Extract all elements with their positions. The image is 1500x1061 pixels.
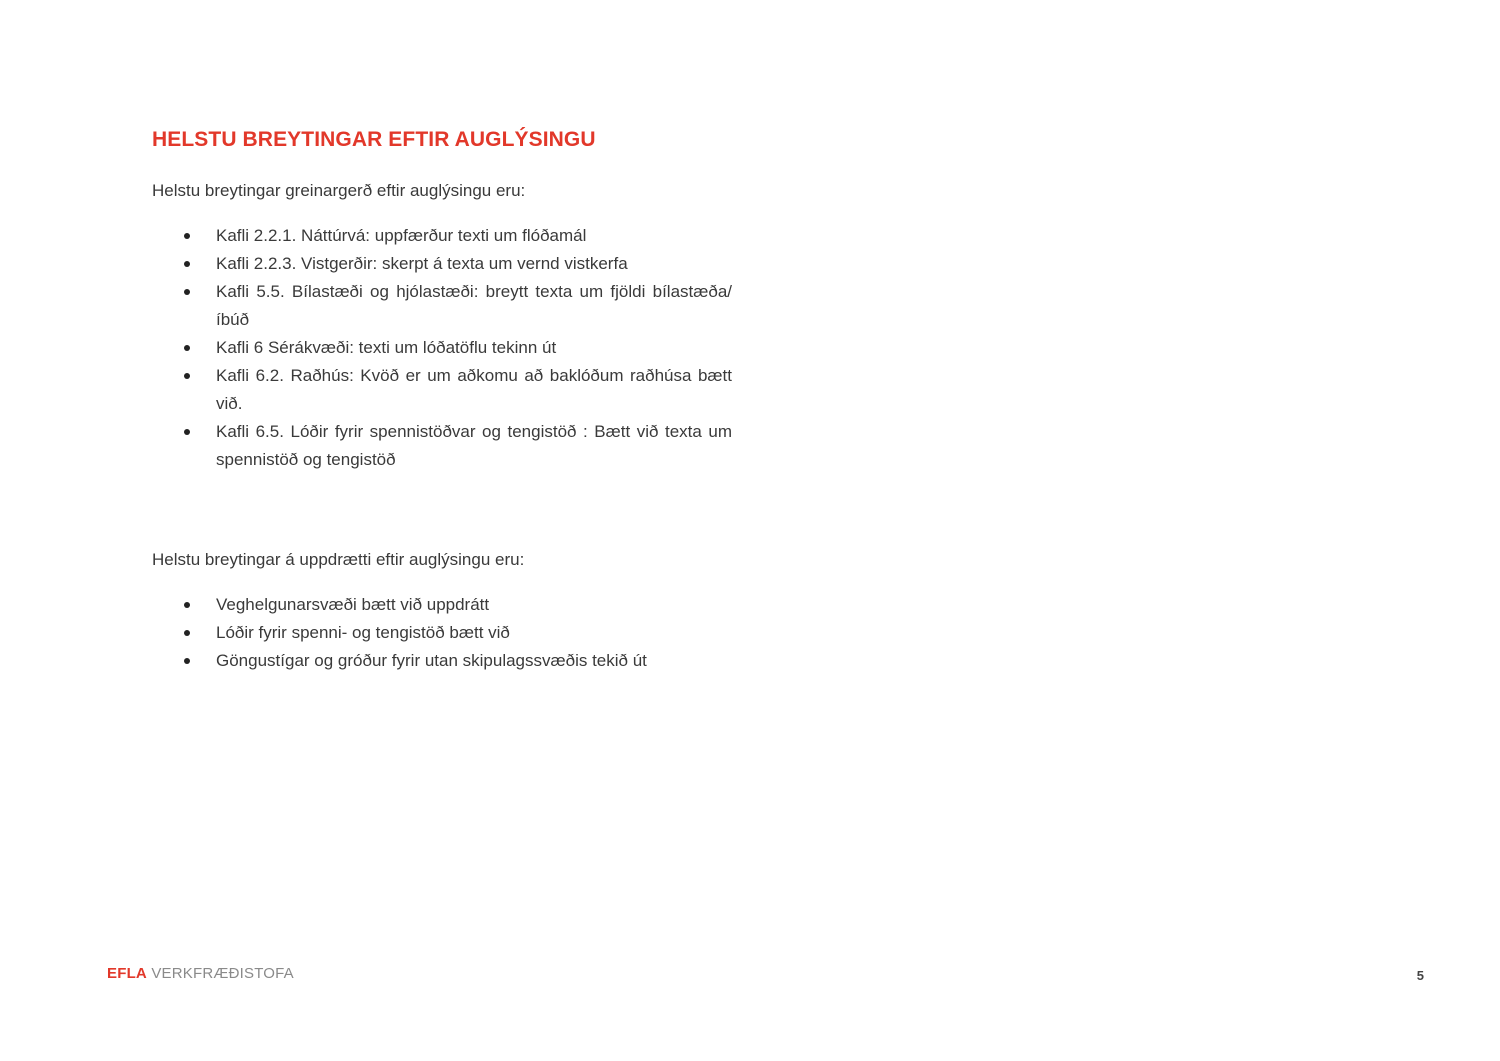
list-item	[152, 222, 732, 250]
list-item-text: Kafli 2.2.1. Náttúrvá: uppfærður texti um flóðamál	[216, 226, 587, 245]
list-item-text: Lóðir fyrir spenni- og tengistöð bætt við	[216, 623, 510, 642]
list-item	[152, 250, 732, 278]
section-2-list	[152, 591, 732, 675]
bullet-icon	[184, 261, 190, 267]
bullet-icon	[184, 373, 190, 379]
list-item-text: Veghelgunarsvæði bætt við uppdrátt	[216, 595, 490, 614]
footer-logo	[107, 965, 294, 982]
bullet-icon	[184, 630, 190, 636]
logo-brand: EFLA	[107, 965, 147, 982]
logo-subtitle: VERKFRÆÐISTOFA	[151, 965, 294, 982]
page-number: 5	[1416, 968, 1424, 983]
list-item-text: Kafli 6.2. Raðhús: Kvöð er um aðkomu að baklóðum raðhúsa bætt við.	[216, 366, 732, 413]
bullet-icon	[184, 429, 190, 435]
bullet-icon	[184, 345, 190, 351]
list-item-text: Kafli 2.2.3. Vistgerðir: skerpt á texta um vernd vistkerfa	[216, 254, 628, 273]
bullet-icon	[184, 233, 190, 239]
section-2-intro: Helstu breytingar á uppdrætti eftir auglýsingu eru:	[152, 550, 525, 569]
list-item	[152, 647, 732, 675]
section-1-list	[152, 222, 732, 474]
list-item	[152, 418, 732, 474]
bullet-icon	[184, 289, 190, 295]
list-item-text: Göngustígar og gróður fyrir utan skipulagssvæðis tekið út	[216, 651, 647, 670]
page-heading: HELSTU BREYTINGAR EFTIR AUGLÝSINGU	[152, 128, 596, 151]
bullet-icon	[184, 658, 190, 664]
list-item-text: Kafli 5.5. Bílastæði og hjólastæði: breytt texta um fjöldi bílastæða/íbúð	[216, 282, 732, 329]
list-item	[152, 278, 732, 334]
list-item	[152, 362, 732, 418]
list-item	[152, 334, 732, 362]
bullet-icon	[184, 602, 190, 608]
list-item	[152, 619, 732, 647]
list-item-text: Kafli 6.5. Lóðir fyrir spennistöðvar og tengistöð : Bætt við texta um spennistöð og tengistöð	[216, 422, 732, 469]
section-1-intro: Helstu breytingar greinargerð eftir auglýsingu eru:	[152, 181, 526, 200]
list-item	[152, 591, 732, 619]
list-item-text: Kafli 6 Sérákvæði: texti um lóðatöflu tekinn út	[216, 338, 557, 357]
